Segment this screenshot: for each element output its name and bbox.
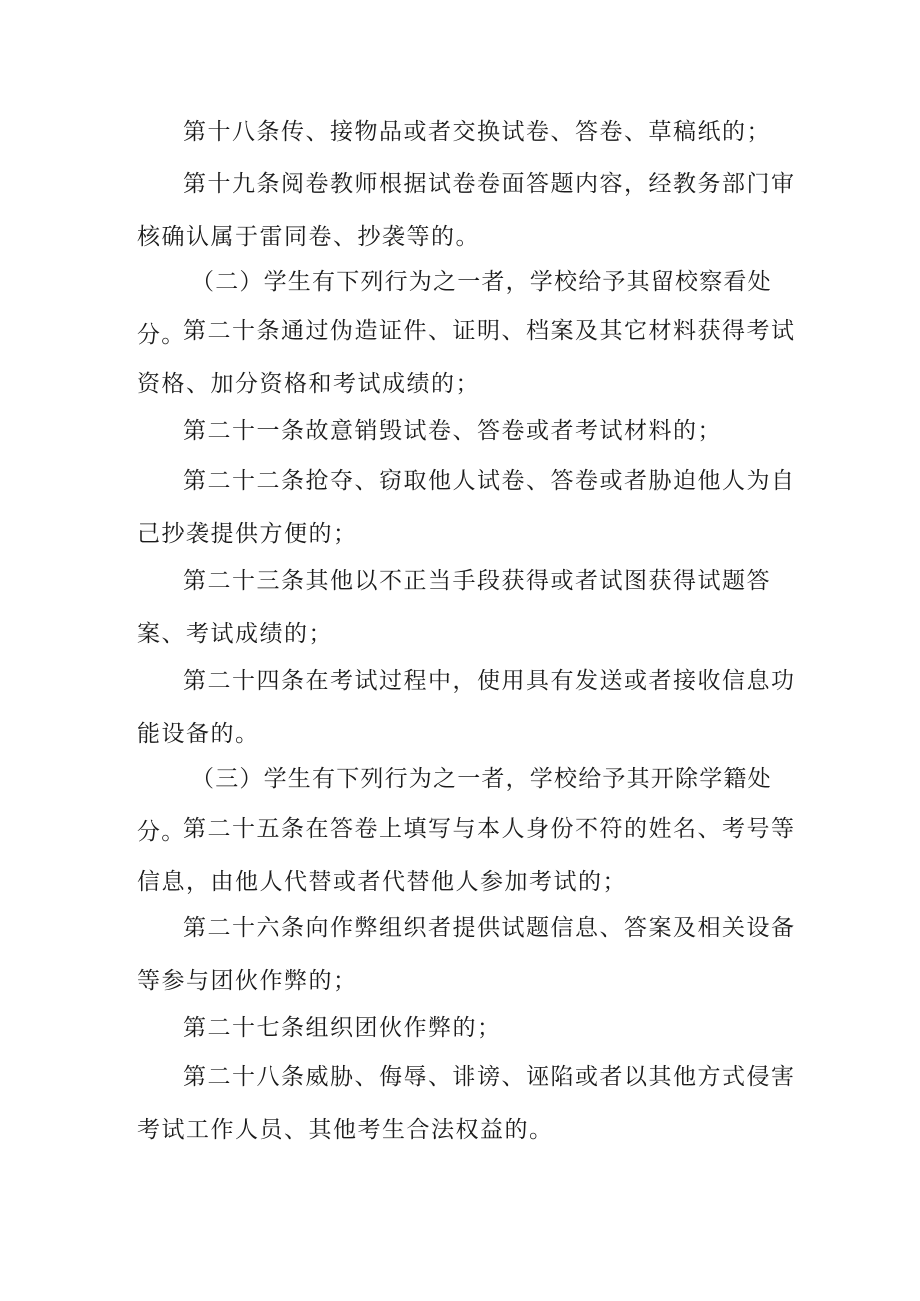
- article-26: 第二十六条向作弊组织者提供试题信息、答案及相关设备等参与团伙作弊的；: [137, 915, 796, 994]
- article-19: 第十九条阅卷教师根据试卷卷面答题内容，经教务部门审核确认属于雷同卷、抄袭等的。: [137, 171, 796, 250]
- article-25: 第二十五条在答卷上填写与本人身份不符的姓名、考号等信息，由他人代替或者代替他人参加考试的；: [137, 816, 796, 895]
- article-22: 第二十二条抢夺、窃取他人试卷、答卷或者胁迫他人为自己抄袭提供方便的；: [137, 468, 796, 547]
- section-heading-2: （二）学生有下列行为之一者，学校给予其留校察看处分。: [137, 269, 772, 348]
- section-heading-3: （三）学生有下列行为之一者，学校给予其开除学籍处分。: [137, 766, 772, 845]
- article-23: 第二十三条其他以不正当手段获得或者试图获得试题答案、考试成绩的；: [137, 568, 771, 647]
- article-20: 第二十条通过伪造证件、证明、档案及其它材料获得考试资格、加分资格和考试成绩的；: [137, 318, 796, 397]
- article-18: 第十八条传、接物品或者交换试卷、答卷、草稿纸的；: [183, 119, 771, 145]
- article-27: 第二十七条组织团伙作弊的；: [183, 1015, 502, 1041]
- article-21: 第二十一条故意销毁试卷、答卷或者考试材料的；: [183, 418, 722, 444]
- article-28: 第二十八条威胁、侮辱、诽谤、诬陷或者以其他方式侵害考试工作人员、其他考生合法权益的。: [137, 1064, 796, 1143]
- article-24: 第二十四条在考试过程中，使用具有发送或者接收信息功能设备的。: [137, 668, 796, 747]
